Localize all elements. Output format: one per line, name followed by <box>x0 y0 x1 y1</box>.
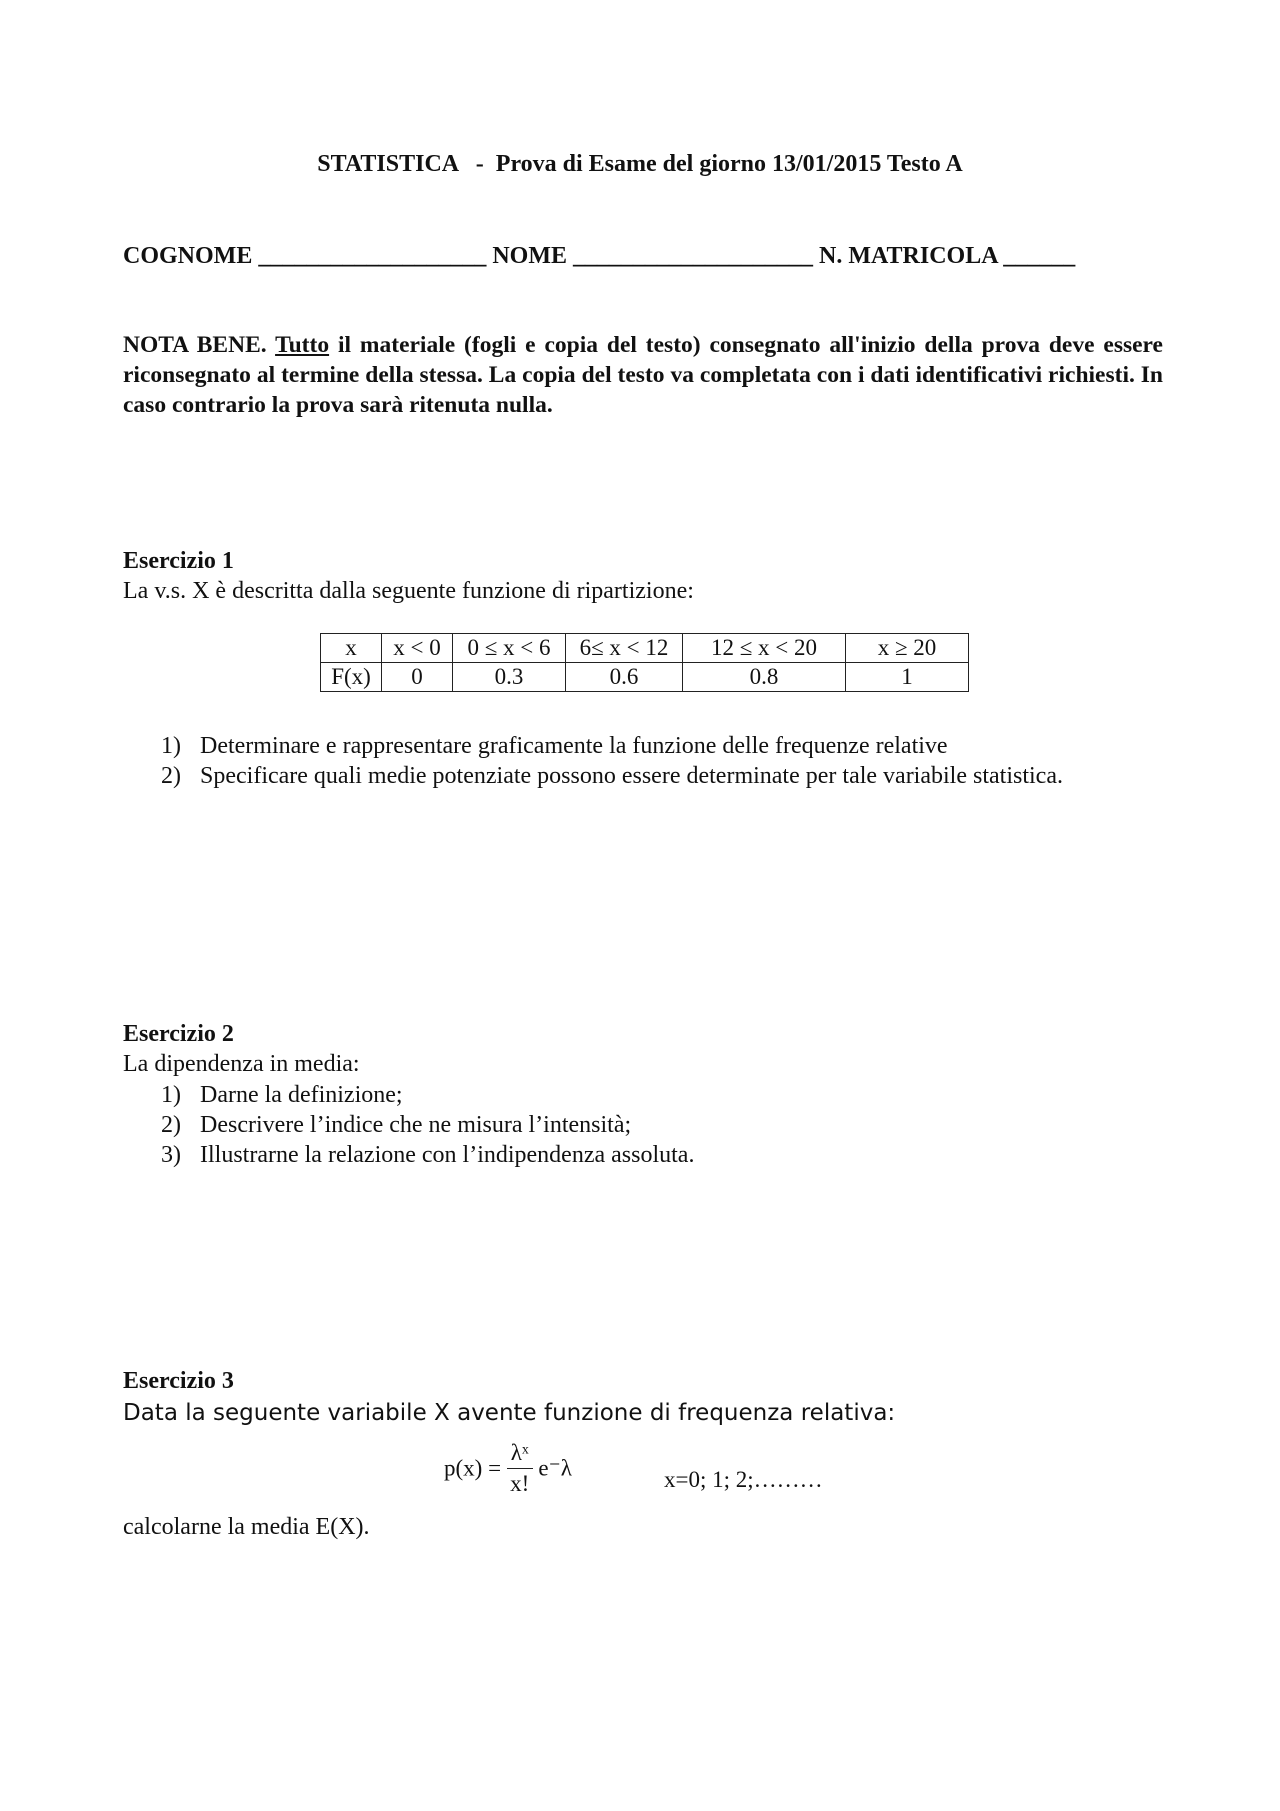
table-cell: 12 ≤ x < 20 <box>683 634 846 663</box>
formula-numerator: λˣ <box>507 1438 533 1469</box>
table-cell: 0 <box>382 663 453 692</box>
exercise-1-heading: Esercizio 1 <box>123 548 234 574</box>
list-item-number: 2) <box>161 763 181 789</box>
table-cell: 0.8 <box>683 663 846 692</box>
list-item-text: Descrivere l’indice che ne misura l’intensità; <box>200 1112 632 1138</box>
nota-text: il materiale (fogli e copia del testo) consegnato all'inizio della prova deve essere riconsegnato al termine della stessa. La copia del testo va completata con i dati identificativi richiesti. In caso contrario la prova sarà ritenuta nulla. <box>123 332 1163 418</box>
student-id-line: COGNOME ___________________ NOME ____________________ N. MATRICOLA ______ <box>123 243 1076 269</box>
table-row <box>321 663 969 692</box>
table-cell: F(x) <box>321 663 382 692</box>
list-item-number: 1) <box>161 1082 181 1108</box>
distribution-table <box>320 633 969 692</box>
table-cell: x ≥ 20 <box>846 634 969 663</box>
poisson-formula <box>444 1438 572 1499</box>
exercise-1-intro: La v.s. X è descritta dalla seguente funzione di ripartizione: <box>123 578 694 604</box>
list-item <box>161 1140 1161 1170</box>
table-cell: 6≤ x < 12 <box>566 634 683 663</box>
formula-fraction <box>507 1438 533 1499</box>
nota-underlined-word: Tutto <box>275 332 330 358</box>
list-item-text: Determinare e rappresentare graficamente la funzione delle frequenze relative <box>200 733 948 759</box>
exercise-2-intro: La dipendenza in media: <box>123 1051 360 1077</box>
list-item-number: 1) <box>161 733 181 759</box>
exercise-3-intro: Data la seguente variabile X avente funzione di frequenza relativa: <box>123 1400 896 1426</box>
exercise-1-list <box>161 731 1161 791</box>
table-cell: x <box>321 634 382 663</box>
list-item-number: 2) <box>161 1112 181 1138</box>
exercise-2-heading: Esercizio 2 <box>123 1021 234 1047</box>
exercise-2-list <box>161 1080 1161 1170</box>
table-cell: 0.3 <box>453 663 566 692</box>
list-item-text: Specificare quali medie potenziate possono essere determinate per tale variabile statistica. <box>200 763 1063 789</box>
exercise-3-heading: Esercizio 3 <box>123 1368 234 1394</box>
list-item-text: Illustrarne la relazione con l’indipendenza assoluta. <box>200 1142 695 1168</box>
list-item <box>161 731 1161 761</box>
table-cell: 0 ≤ x < 6 <box>453 634 566 663</box>
list-item <box>161 1110 1161 1140</box>
table-cell: x < 0 <box>382 634 453 663</box>
table-cell: 1 <box>846 663 969 692</box>
table-cell: 0.6 <box>566 663 683 692</box>
list-item-text: Darne la definizione; <box>200 1082 403 1108</box>
list-item <box>161 761 1161 791</box>
exam-title: STATISTICA - Prova di Esame del giorno 13/01/2015 Testo A <box>317 151 963 177</box>
formula-denominator: x! <box>510 1471 530 1496</box>
table-row <box>321 634 969 663</box>
list-item <box>161 1080 1161 1110</box>
list-item-number: 3) <box>161 1142 181 1168</box>
formula-exponential: e⁻λ <box>538 1455 572 1481</box>
nota-bene-paragraph <box>123 330 1163 420</box>
formula-lhs: p(x) = <box>444 1455 502 1481</box>
formula-domain: x=0; 1; 2;……… <box>664 1467 823 1492</box>
exercise-3-closing: calcolarne la media E(X). <box>123 1514 370 1540</box>
nota-prefix: NOTA BENE. <box>123 332 276 358</box>
